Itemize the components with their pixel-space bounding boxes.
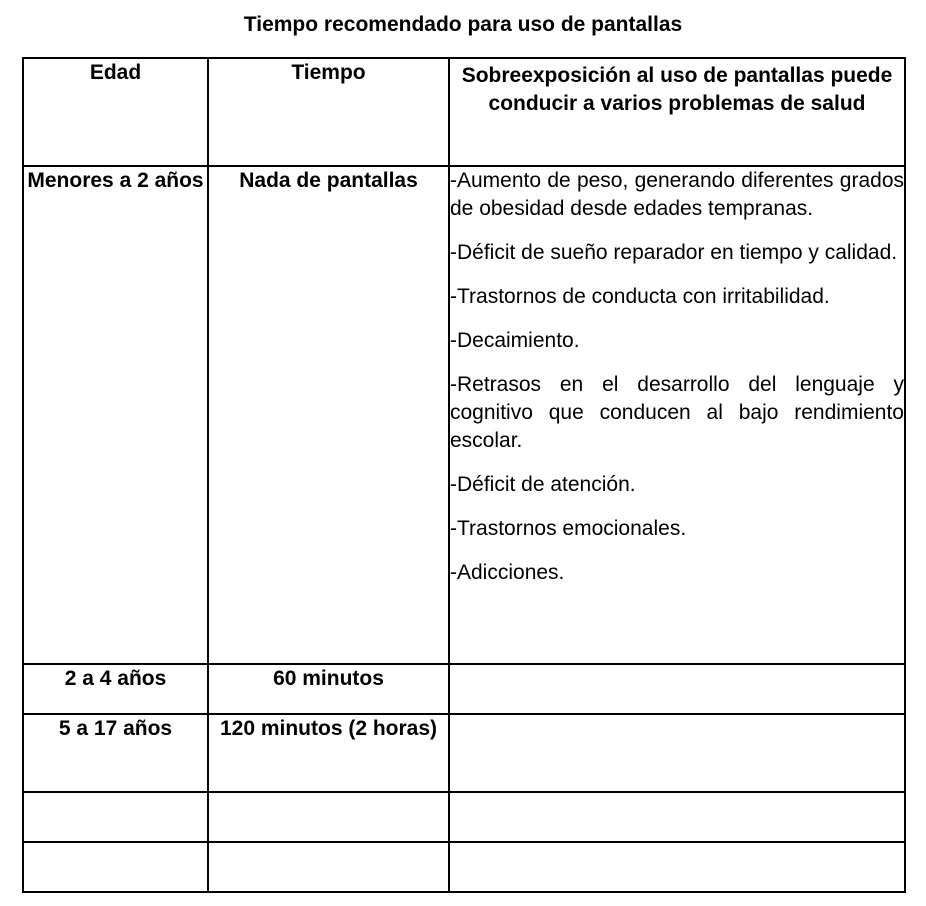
effects-cell: [449, 166, 905, 664]
table-row: [23, 664, 905, 714]
age-cell: 2 a 4 años: [23, 664, 208, 714]
effect-item: -Déficit de atención.: [450, 473, 636, 496]
time-cell: Nada de pantallas: [208, 166, 449, 664]
empty-cell: [449, 792, 905, 842]
effects-cell-empty: [449, 714, 905, 792]
effect-item: -Aumento de peso, generando diferentes grados de obesidad desde edades tempranas.: [450, 169, 904, 220]
effect-item: -Adicciones.: [450, 561, 565, 584]
empty-cell: [23, 842, 208, 892]
age-cell: 5 a 17 años: [23, 714, 208, 792]
effect-item: -Trastornos de conducta con irritabilidad.: [450, 285, 830, 308]
empty-cell: [208, 792, 449, 842]
time-cell: 120 minutos (2 horas): [208, 714, 449, 792]
screen-time-table: [22, 57, 906, 893]
time-cell: 60 minutos: [208, 664, 449, 714]
effect-item: -Decaimiento.: [450, 329, 580, 352]
effect-item: -Trastornos emocionales.: [450, 517, 687, 540]
effect-item: -Retrasos en el desarrollo del lenguaje y cognitivo que conducen al bajo rendimiento escolar.: [450, 373, 904, 452]
header-effects: Sobreexposición al uso de pantallas puede conducir a varios problemas de salud: [449, 58, 905, 166]
effects-cell-empty: [449, 664, 905, 714]
empty-cell: [449, 842, 905, 892]
effect-item: -Déficit de sueño reparador en tiempo y calidad.: [450, 241, 898, 264]
empty-cell: [208, 842, 449, 892]
table-row-empty: [23, 842, 905, 892]
table-row: [23, 166, 905, 664]
table-row-empty: [23, 792, 905, 842]
table-header-row: [23, 58, 905, 166]
page-title: Tiempo recomendado para uso de pantallas: [243, 13, 683, 36]
empty-cell: [23, 792, 208, 842]
header-time: Tiempo: [208, 58, 449, 166]
header-age: Edad: [23, 58, 208, 166]
table-row: [23, 714, 905, 792]
age-cell: Menores a 2 años: [23, 166, 208, 664]
